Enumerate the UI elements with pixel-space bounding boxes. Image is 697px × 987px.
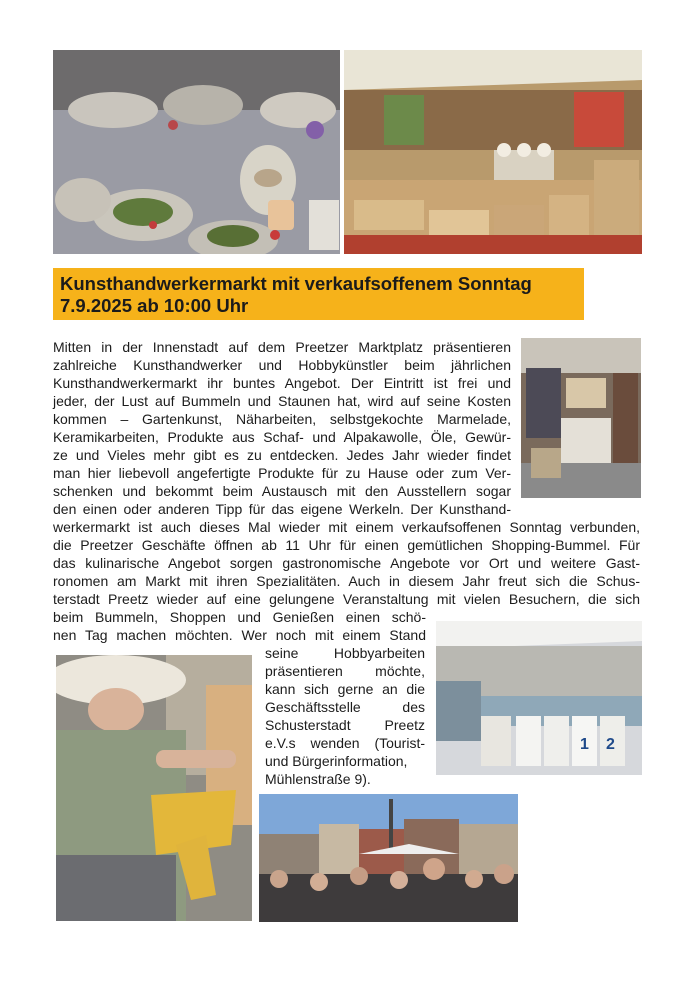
article-line: präsentieren möchte,: [265, 663, 425, 679]
article-line: werkermarkt ist auch dieses Mal wieder mit einem verkaufsoffenen Sonntag verbunden,: [53, 519, 640, 535]
article-line: kommen – Gartenkunst, Näharbeiten, selbstgekochte Marmelade,: [53, 411, 511, 427]
photo-market-crowd: [259, 794, 518, 922]
article-line: die Preetzer Geschäfte öffnen ab 11 Uhr für einen gemütlichen Shopping-Bummel. Für: [53, 537, 640, 553]
article-line: Kunsthandwerkermarkt ihr buntes Angebot. Der Eintritt ist frei und: [53, 375, 511, 391]
article-line: Mitten in der Innenstadt auf dem Preetzer Marktplatz präsentieren: [53, 339, 511, 355]
article-line: ronomen am Markt mit ihren Spezialitäten. Auch in diesem Jahr freut sich die Schus-: [53, 573, 640, 589]
article-line: jeder, der Lust auf Bummeln und Staunen hat, wird auf seine Kosten: [53, 393, 511, 409]
article-line: das kulinarische Angebot sorgen gastronomische Angebote vor Ort und weitere Gast-: [53, 555, 640, 571]
article-line: terstadt Preetz wieder auf eine gelungene Veranstaltung mit vielen Besuchern, die sich: [53, 591, 640, 607]
photo-wooden-boards-stall: [344, 50, 642, 254]
article-line: Mühlenstraße 9).: [265, 771, 371, 787]
article-line: kann sich gerne an die: [265, 681, 425, 697]
article-line: schenken und bekommt beim Austausch mit den Ausstellern sogar: [53, 483, 511, 499]
svg-text:2: 2: [606, 736, 615, 753]
article-line: Geschäftsstelle des: [265, 699, 425, 715]
photo-ceramic-decorations: [53, 50, 340, 254]
article-line: Keramikarbeiten, Produkte aus Schaf- und Alpakawolle, Öle, Gewür-: [53, 429, 511, 445]
article-line: den einen oder anderen Tipp für das eigene Werkeln. Der Kunsthand-: [53, 501, 511, 517]
headline-date: 7.9.2025 ab 10:00 Uhr: [60, 295, 249, 316]
svg-text:1: 1: [580, 736, 589, 753]
photo-tote-bags-stall: [436, 621, 642, 775]
photo-woman-weaving: [56, 655, 252, 921]
article-line: beim Bummeln, Shoppen und Genießen einen schö-: [53, 609, 426, 625]
article-line: ze und Vieles mehr gibt es zu entdecken. Jedes Jahr wieder findet: [53, 447, 511, 463]
article-line: seine Hobbyarbeiten: [265, 645, 425, 661]
article-line: und Bürgerinformation,: [265, 753, 408, 769]
headline-title: Kunsthandwerkermarkt mit verkaufsoffenem Sonntag: [60, 273, 532, 294]
article-line: Schusterstadt Preetz: [265, 717, 425, 733]
article-line: nen Tag machen möchten. Wer noch mit einem Stand: [53, 627, 426, 643]
article-line: man hier liebevoll angefertigte Produkte für zu Hause oder zum Ver-: [53, 465, 511, 481]
article-line: e.V.s wenden (Tourist-: [265, 735, 425, 751]
headline-banner: [53, 268, 584, 320]
article-line: zahlreiche Kunsthandwerker und Hobbykünstler beim jährlichen: [53, 357, 511, 373]
photo-bags-stall: [521, 338, 641, 498]
